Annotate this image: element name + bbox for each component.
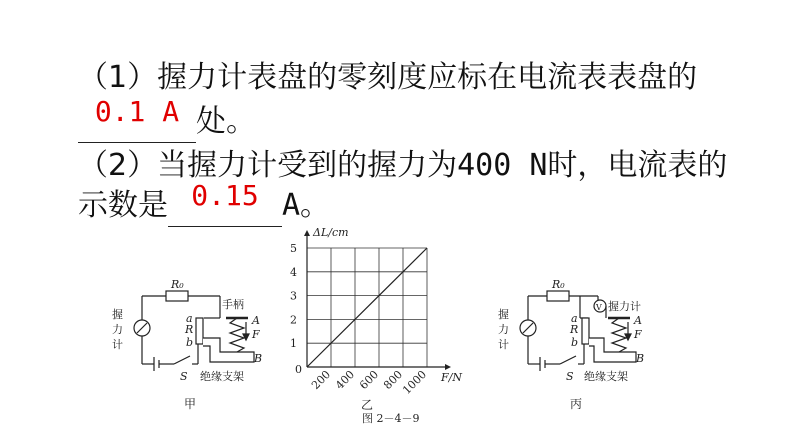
S-label-c: S: [566, 370, 574, 383]
question-2-text-b: 时，电流表的: [547, 148, 728, 183]
grip-label-c: 握力计: [608, 300, 641, 313]
x-tick-label-0: 200: [309, 367, 334, 392]
y-tick-label-1: 2: [290, 313, 297, 327]
meter-label-c-3: 计: [498, 338, 509, 351]
switch-c: [560, 356, 576, 364]
switch-a: [174, 356, 190, 364]
y-tick-label-2: 3: [290, 289, 297, 303]
meter-label-a-1: 握: [112, 308, 123, 321]
answer-2: 0.15: [191, 179, 259, 212]
rheostat-c: [582, 318, 589, 344]
r0-label-c: R₀: [552, 278, 565, 291]
meter-label-a-2: 力: [112, 323, 123, 336]
origin-label: 0: [295, 363, 302, 376]
R-label-c: R: [570, 323, 579, 336]
y-tick-label-3: 4: [290, 265, 297, 279]
figure-label-c: 丙: [570, 397, 583, 411]
support-label-a: 绝缘支架: [200, 370, 244, 383]
chart-b: [290, 226, 462, 412]
x-axis-label: F/N: [441, 371, 462, 384]
meter-label-c-1: 握: [498, 308, 509, 321]
b-label-a: b: [186, 336, 194, 349]
y-tick-label-4: 5: [290, 242, 297, 255]
resistor-r0-c: [547, 291, 569, 301]
B-label-c: B: [636, 352, 645, 365]
F-label-a: F: [252, 328, 260, 341]
spring-a: [230, 318, 244, 352]
figure-caption: 图 2－4－9: [362, 412, 420, 425]
meter-label-a-3: 计: [112, 338, 123, 351]
a-label-a: a: [186, 312, 193, 325]
series-line-0: [307, 248, 427, 367]
handle-label-a: 手柄: [222, 298, 244, 311]
question-1-text: （1）握力计表盘的零刻度应标在电流表表盘的: [78, 60, 698, 95]
x-tick-label-3: 800: [381, 367, 406, 392]
r0-label-a: R₀: [171, 278, 184, 291]
x-axis-arrow: [445, 364, 451, 370]
S-label-a: S: [180, 370, 188, 383]
F-label-c: F: [634, 328, 642, 341]
question-2-suffix: A。: [282, 188, 331, 223]
x-tick-label-1: 400: [333, 367, 358, 392]
spring-c: [612, 318, 626, 352]
voltmeter-label-c: V: [596, 303, 602, 312]
question-2-text-a: （2）当握力计受到的握力为: [78, 148, 458, 183]
meter-label-c-2: 力: [498, 323, 509, 336]
support-label-c: 绝缘支架: [584, 370, 628, 383]
question-1-suffix: 处。: [196, 104, 256, 139]
y-axis-label: ΔL/cm: [313, 226, 349, 239]
question-2-prefix: 示数是: [78, 188, 168, 223]
resistor-r0-a: [166, 291, 188, 301]
y-axis-arrow: [304, 230, 310, 236]
b-label-c: b: [571, 336, 579, 349]
R-label-a: R: [185, 323, 194, 336]
figure-label-a: 甲: [184, 397, 197, 411]
question-2-force-value: 400 N: [457, 148, 548, 183]
a-label-c: a: [571, 312, 578, 325]
B-label-a: B: [254, 352, 263, 365]
x-tick-label-2: 600: [357, 367, 382, 392]
A-label-c: A: [634, 314, 642, 327]
answer-1: 0.1 A: [94, 95, 180, 128]
A-label-a: A: [252, 314, 260, 327]
figure-label-b: 乙: [361, 398, 374, 412]
rheostat-a: [196, 318, 203, 344]
x-tick-label-4: 1000: [400, 367, 430, 397]
y-tick-label-0: 1: [290, 337, 297, 351]
